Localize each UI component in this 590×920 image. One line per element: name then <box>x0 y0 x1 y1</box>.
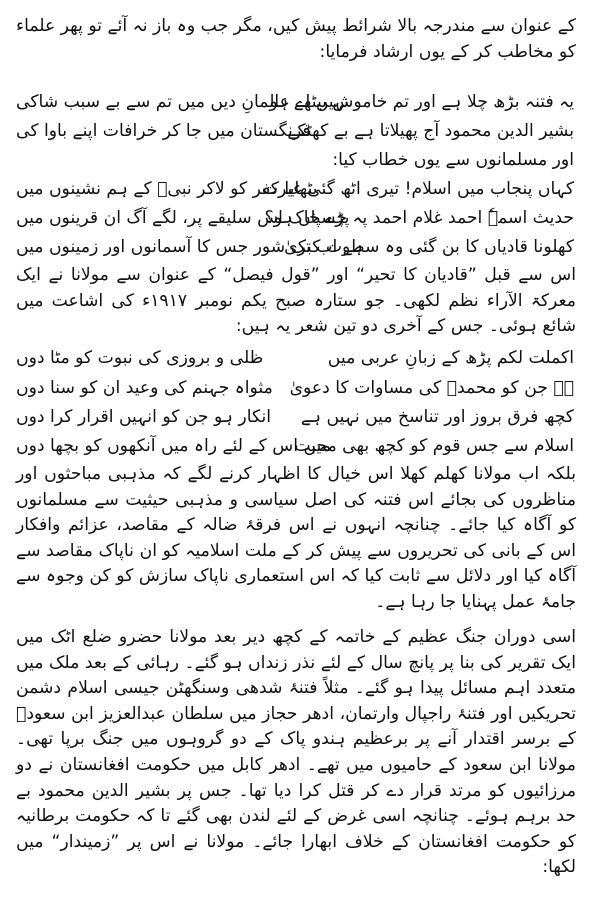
poem-2-line-2-left: پڑے خاک اس سلیقے پر، لگے آگ ان قرینوں میں <box>16 208 350 228</box>
poem-2-line-3-left: ہے اب تک شور جس کا آسمانوں اور زمینوں میں <box>16 237 363 257</box>
paragraph-4: اسی دوران جنگ عظیم کے خاتمہ کے کچھ دیر بعد مولانا حضرو ضلع اٹک میں ایک تقریر کی بنا پر پانچ سال کے لئے نذر زنداں ہو گئے۔ رہائی کے بعد ملک میں متعدد اہم مسائل پیدا ہو گئے۔ مثلاً فتنۂ شدھی وسنگھٹن جیسی اسلام دشمن تحریکیں اور فتنۂ راجپال وارتمان، ادھر حجاز میں سلطان عبدالعزیز ابن سعودؒ کے برسر اقتدار آنے پر برعظیم ہندو پاک کے دو گروہوں میں جنگ برپا تھی۔ مولانا ابن سعود کے حامیوں میں تھے۔ ادھر کابل میں حکومت افغانستان نے دو مرزائیوں کو مرتد قرار دے کر قتل کرا دیا تھا۔ جس پر بشیر الدین محمود بے حد برہم ہوئے۔ چنانچہ اسی غرض کے لئے لندن بھی گئے تا کہ حکومت برطانیہ کو حکومت افغانستان کے خلاف ابھارا جائے۔ مولانا نے اس پر ”زمیندار“ میں لکھا: <box>16 627 576 878</box>
paragraph-1: کے عنوان سے مندرجہ بالا شرائط پیش کیں، مگر جب وہ باز نہ آئے تو پھر علماء کو مخاطب کر کے یوں ارشاد فرمایا: <box>16 16 576 62</box>
poem-1-line-2-left: فرنگستان میں جا کر خرافات اپنے باوا کی <box>16 121 311 141</box>
paragraph-3: بلکہ اب مولانا کھلم کھلا اس خیال کا اظہار کرنے لگے کہ مذہبی مباحثوں اور مناظروں کی بجائے اس فتنہ کی اصل سیاسی و مذہبی حیثیت سے مسلمانوں کو آگاہ کیا جائے۔ چنانچہ انہوں نے اس فرقۂ ضالہ کے مقاصد، عزائم وافکار اس کے بانی کی تحریروں سے پیش کر کے ملت اسلامیہ کو ان ناپاک مقاصد سے آگاہ کیا اور دلائل سے ثابت کیا کہ اس استعماری ناپاک سازش کو کن وجوہ سے جامۂ عمل پہنایا جا رہا ہے۔ <box>16 464 576 612</box>
poem-1-line-1-right: یہ فتنہ بڑھ چلا ہے اور تم خاموش بیٹھے ہو <box>269 92 574 112</box>
poem-2-line-3-right: کھلونا قادیاں کا بن گئی وہ سطوت کبریٰ <box>284 237 574 257</box>
poem-2-line-1-right: کہاں پنجاب میں اسلام! تیری اٹھ گئی غیرت <box>261 179 574 199</box>
poem-3-line-2-left: مثواہ جہنم کی وعید ان کو سنا دوں <box>16 378 273 398</box>
poem-3-line-1-right: اکملت لکم پڑھ کے زبانِ عربی میں <box>327 348 574 368</box>
poem-3-line-2-right: ہے جن کو محمدؐ کی مساوات کا دعویٰ <box>289 378 574 398</box>
poem-3-line-4-right: اسلام سے جس قوم کو کچھ بھی محبت <box>294 436 574 456</box>
poem-3-line-4-left: میں اس کے لئے راہ میں آنکھوں کو بچھا دوں <box>16 436 331 456</box>
poem-3-line-1-left: ظلی و بروزی کی نبوت کو مٹا دوں <box>16 348 264 368</box>
poem-2-line-2-right: حدیث اسمہٗ احمد غلام احمد پہ چسپاں ہو؟ <box>264 208 574 228</box>
poem-1-line-1-left: نہیں اے عالمانِ دیں میں تم سے بے سبب شاکی <box>16 92 349 112</box>
poem-1-line-2-right: بشیر الدین محمود آج پھیلاتا ہے بے کھٹکے <box>287 121 574 141</box>
poem-2-line-1-left: بٹھایا کفر کو لاکر نبیؐ کے ہم نشینوں میں <box>16 179 318 199</box>
paragraph-2: اس سے قبل ”قادیان کا تحیر“ اور ”قول فیصل“ کے عنوان سے مولانا نے ایک معرکۃ الآراء نظم لکھی۔ جو ستارہ صبح یکم نومبر ۱۹۱۷ء کی اشاعت میں شائع ہوئی۔ جس کے آخری دو تین شعر یہ ہیں: <box>16 265 576 337</box>
poem-3-line-3-left: انکار ہو جن کو انہیں اقرار کرا دوں <box>16 407 272 427</box>
intro-2: اور مسلمانوں سے یوں خطاب کیا: <box>332 150 574 170</box>
poem-3-line-3-right: کچھ فرق بروز اور تناسخ میں نہیں ہے <box>300 407 574 427</box>
